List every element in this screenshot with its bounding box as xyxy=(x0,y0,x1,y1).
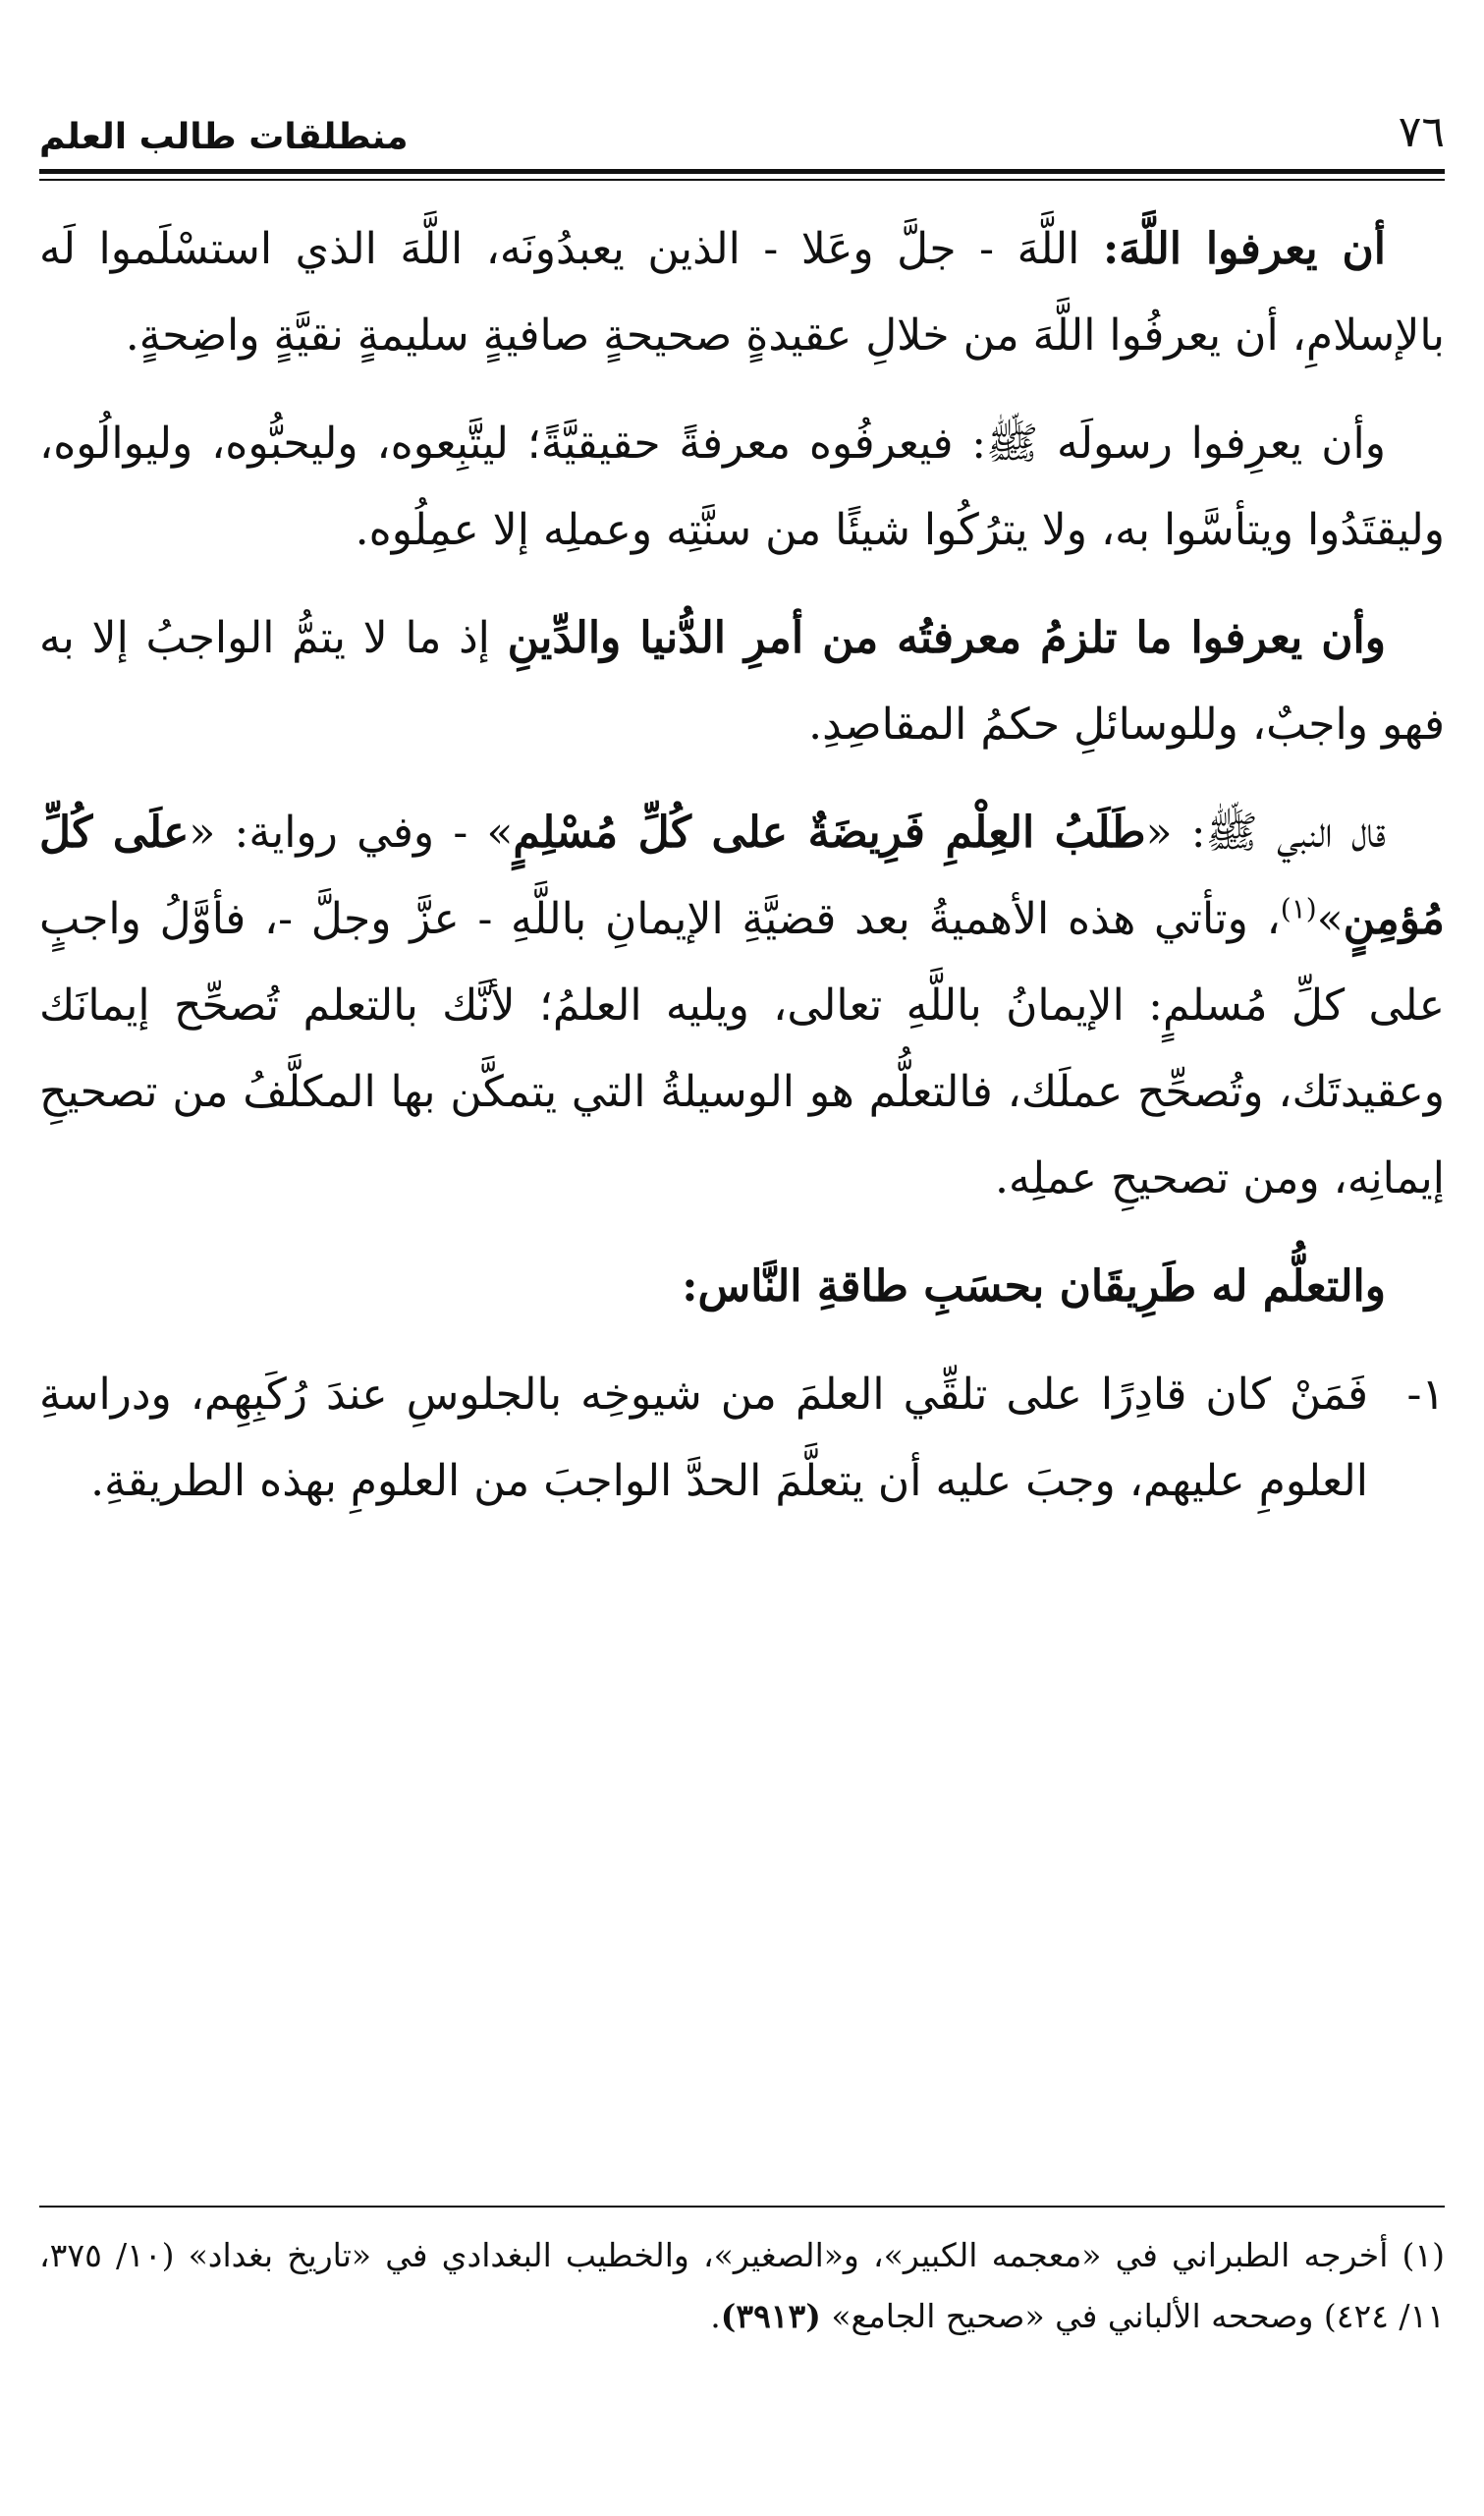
paragraph-know-allah xyxy=(39,206,1445,379)
paragraph-learning-ways xyxy=(39,1244,1445,1330)
section-heading: والتعلُّم له طَرِيقَان بحسَبِ طاقةِ النَّاس: xyxy=(682,1261,1386,1312)
paragraph-text: إذ ما لا يتمُّ الواجبُ إلا به فهو واجبٌ، وللوسائلِ حكمُ المقاصِدِ. xyxy=(39,613,1445,750)
paragraph-text: وأن يعرِفوا رسولَه ﷺ: فيعرفُوه معرفةً حقيقيَّةً؛ ليتَّبِعوه، وليحبُّوه، وليوالُوه، وليقتَدُوا ويتأسَّوا به، ولا يترُكُوا شيئًا من سنَّتِه وعملِه إلا عمِلُوه. xyxy=(39,419,1445,555)
paragraph-know-messenger xyxy=(39,401,1445,574)
footnote-end: . xyxy=(710,2297,721,2335)
header-title: منطلقات طالب العلم xyxy=(39,117,409,157)
numbered-item xyxy=(39,1352,1445,1525)
quote-close: » xyxy=(1316,894,1344,944)
main-text xyxy=(39,206,1445,1525)
item-number: ١- xyxy=(1406,1370,1445,1420)
hadith-intro: قال النبي ﷺ: « xyxy=(1145,808,1386,858)
paragraph-know-required xyxy=(39,595,1445,768)
paragraph-hadith xyxy=(39,790,1445,1222)
footnote-hadith-number: (٣٩١٣) xyxy=(720,2297,821,2335)
footnote-separator xyxy=(39,2206,1445,2208)
footnote-reference[interactable]: (١) xyxy=(1280,892,1317,925)
footnote-marker: (١) xyxy=(1402,2236,1445,2274)
paragraph-heading: وأن يعرفوا ما تلزمُ معرفتُه من أمرِ الدُّنيا والدِّينِ xyxy=(507,613,1386,663)
footnote xyxy=(39,2225,1445,2347)
narration-text: علَى كُلِّ مُؤمِنٍ xyxy=(39,808,1445,944)
page-number: ٧٦ xyxy=(1398,107,1445,157)
footnote-text: أخرجه الطبراني في «معجمه الكبير»، و«الصغير»، والخطيب البغدادي في «تاريخ بغداد» (١٠/ ٣٧٥، ١١/ ٤٢٤) وصححه الألباني في «صحيح الجامع» xyxy=(39,2236,1445,2335)
item-text: فَمَنْ كان قادِرًا على تلقِّي العلمَ من شيوخِه بالجلوسِ عندَ رُكَبِهِم، ودراسةِ العلومِ عليهم، وجبَ عليه أن يتعلَّمَ الحدَّ الواجبَ من العلومِ بهذه الطريقةِ. xyxy=(39,1370,1368,1506)
hadith-text: طَلَبُ العِلْمِ فَرِيضَةٌ على كُلِّ مُسْلِمٍ xyxy=(513,808,1146,858)
narration-intro: » - وفي رواية: « xyxy=(189,808,514,858)
paragraph-text: اللَّهَ - جلَّ وعَلا - الذين يعبدُونَه، اللَّهَ الذي استسْلَموا لَه بالإسلامِ، أن يعرفُوا اللَّهَ من خلالِ عقيدةٍ صحيحةٍ صافيةٍ سليمةٍ نقيَّةٍ واضِحةٍ. xyxy=(39,224,1445,361)
paragraph-text: ، وتأتي هذه الأهميةُ بعد قضيَّةِ الإيمانِ باللَّهِ - عزَّ وجلَّ -، فأوَّلُ واجبٍ على كلِّ مُسلمٍ: الإيمانُ باللَّهِ تعالى، ويليه العلمُ؛ لأنَّك بالتعلم تُصحِّح إيمانَك وعقيدتَك، وتُصحِّح عملَك، فالتعلُّم هو الوسيلةُ التي يتمكَّن بها المكلَّفُ من تصحيحِ إيمانِه، ومن تصحيحِ عملِه. xyxy=(39,894,1445,1203)
header-rule-thick xyxy=(39,169,1445,174)
header-rule-thin xyxy=(39,179,1445,181)
running-header xyxy=(39,69,1445,165)
paragraph-heading: أن يعرفوا اللَّهَ: xyxy=(1102,224,1386,274)
